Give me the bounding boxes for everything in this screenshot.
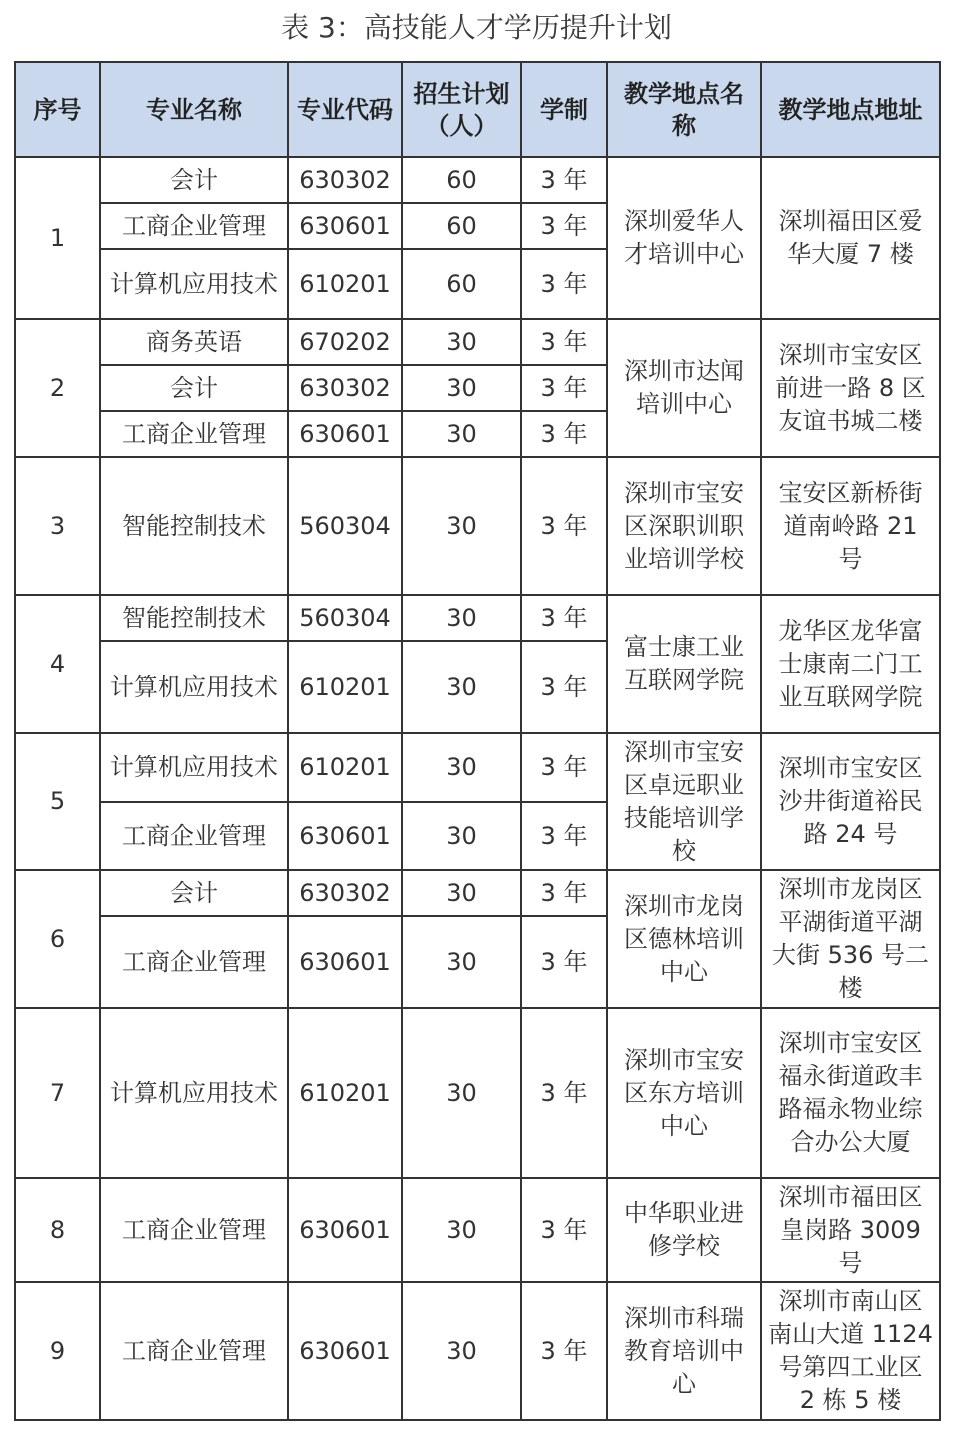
site-name-cell: 深圳市龙岗区德林培训中心 xyxy=(607,870,761,1008)
duration-cell: 3 年 xyxy=(521,203,607,249)
plan-cell: 30 xyxy=(402,365,521,411)
major-cell: 商务英语 xyxy=(100,319,288,365)
major-cell: 计算机应用技术 xyxy=(100,733,288,802)
duration-cell: 3 年 xyxy=(521,457,607,595)
code-cell: 630601 xyxy=(288,802,402,870)
site-addr-cell: 深圳市宝安区前进一路 8 区友谊书城二楼 xyxy=(761,319,940,457)
site-addr-cell: 深圳市福田区皇岗路 3009 号 xyxy=(761,1178,940,1282)
code-cell: 630302 xyxy=(288,870,402,916)
site-addr-cell: 深圳市南山区南山大道 1124 号第四工业区 2 栋 5 楼 xyxy=(761,1282,940,1420)
header-row xyxy=(15,62,940,157)
plan-cell: 60 xyxy=(402,157,521,203)
code-cell: 560304 xyxy=(288,595,402,641)
code-cell: 670202 xyxy=(288,319,402,365)
table-row xyxy=(15,157,940,203)
code-cell: 630601 xyxy=(288,1282,402,1420)
site-name-cell: 深圳市达闻培训中心 xyxy=(607,319,761,457)
seq-cell: 5 xyxy=(15,733,100,870)
header-plan: 招生计划（人） xyxy=(402,62,521,157)
major-cell: 计算机应用技术 xyxy=(100,641,288,733)
header-seq: 序号 xyxy=(15,62,100,157)
plan-cell: 30 xyxy=(402,319,521,365)
code-cell: 560304 xyxy=(288,457,402,595)
plan-cell: 30 xyxy=(402,916,521,1008)
duration-cell: 3 年 xyxy=(521,365,607,411)
code-cell: 630302 xyxy=(288,157,402,203)
major-cell: 工商企业管理 xyxy=(100,916,288,1008)
seq-cell: 9 xyxy=(15,1282,100,1420)
header-code: 专业代码 xyxy=(288,62,402,157)
duration-cell: 3 年 xyxy=(521,249,607,319)
major-cell: 会计 xyxy=(100,870,288,916)
seq-cell: 7 xyxy=(15,1008,100,1178)
header-major: 专业名称 xyxy=(100,62,288,157)
plan-cell: 30 xyxy=(402,457,521,595)
education-plan-table xyxy=(14,61,941,1421)
site-addr-cell: 深圳市龙岗区平湖街道平湖大街 536 号二楼 xyxy=(761,870,940,1008)
seq-cell: 8 xyxy=(15,1178,100,1282)
major-cell: 工商企业管理 xyxy=(100,802,288,870)
duration-cell: 3 年 xyxy=(521,733,607,802)
plan-cell: 30 xyxy=(402,802,521,870)
site-name-cell: 深圳市宝安区深职训职业培训学校 xyxy=(607,457,761,595)
code-cell: 610201 xyxy=(288,733,402,802)
plan-cell: 30 xyxy=(402,595,521,641)
duration-cell: 3 年 xyxy=(521,1282,607,1420)
site-name-cell: 中华职业进修学校 xyxy=(607,1178,761,1282)
duration-cell: 3 年 xyxy=(521,916,607,1008)
site-addr-cell: 宝安区新桥街道南岭路 21 号 xyxy=(761,457,940,595)
plan-cell: 30 xyxy=(402,870,521,916)
duration-cell: 3 年 xyxy=(521,411,607,457)
plan-cell: 60 xyxy=(402,249,521,319)
major-cell: 会计 xyxy=(100,157,288,203)
plan-cell: 30 xyxy=(402,1282,521,1420)
table-row xyxy=(15,1178,940,1282)
site-addr-cell: 龙华区龙华富士康南二门工业互联网学院 xyxy=(761,595,940,733)
plan-cell: 30 xyxy=(402,733,521,802)
plan-cell: 30 xyxy=(402,641,521,733)
plan-cell: 60 xyxy=(402,203,521,249)
code-cell: 610201 xyxy=(288,1008,402,1178)
site-addr-cell: 深圳市宝安区福永街道政丰路福永物业综合办公大厦 xyxy=(761,1008,940,1178)
table-row xyxy=(15,1008,940,1178)
duration-cell: 3 年 xyxy=(521,641,607,733)
major-cell: 智能控制技术 xyxy=(100,457,288,595)
duration-cell: 3 年 xyxy=(521,595,607,641)
table-row xyxy=(15,595,940,641)
code-cell: 630601 xyxy=(288,203,402,249)
site-name-cell: 深圳爱华人才培训中心 xyxy=(607,157,761,319)
major-cell: 工商企业管理 xyxy=(100,1178,288,1282)
duration-cell: 3 年 xyxy=(521,1178,607,1282)
seq-cell: 6 xyxy=(15,870,100,1008)
code-cell: 610201 xyxy=(288,641,402,733)
seq-cell: 4 xyxy=(15,595,100,733)
major-cell: 会计 xyxy=(100,365,288,411)
site-addr-cell: 深圳福田区爱华大厦 7 楼 xyxy=(761,157,940,319)
plan-cell: 30 xyxy=(402,1178,521,1282)
table-title: 表 3：高技能人才学历提升计划 xyxy=(281,11,672,44)
plan-cell: 30 xyxy=(402,1008,521,1178)
site-name-cell: 深圳市宝安区东方培训中心 xyxy=(607,1008,761,1178)
major-cell: 工商企业管理 xyxy=(100,1282,288,1420)
header-site-name: 教学地点名称 xyxy=(607,62,761,157)
header-duration: 学制 xyxy=(521,62,607,157)
seq-cell: 2 xyxy=(15,319,100,457)
header-site-addr: 教学地点地址 xyxy=(761,62,940,157)
site-name-cell: 深圳市宝安区卓远职业技能培训学校 xyxy=(607,733,761,870)
duration-cell: 3 年 xyxy=(521,870,607,916)
major-cell: 工商企业管理 xyxy=(100,411,288,457)
code-cell: 630601 xyxy=(288,916,402,1008)
duration-cell: 3 年 xyxy=(521,319,607,365)
site-name-cell: 富士康工业互联网学院 xyxy=(607,595,761,733)
plan-cell: 30 xyxy=(402,411,521,457)
table-row xyxy=(15,1282,940,1420)
seq-cell: 1 xyxy=(15,157,100,319)
major-cell: 智能控制技术 xyxy=(100,595,288,641)
code-cell: 610201 xyxy=(288,249,402,319)
duration-cell: 3 年 xyxy=(521,157,607,203)
major-cell: 计算机应用技术 xyxy=(100,249,288,319)
code-cell: 630302 xyxy=(288,365,402,411)
site-name-cell: 深圳市科瑞教育培训中心 xyxy=(607,1282,761,1420)
table-row xyxy=(15,319,940,365)
duration-cell: 3 年 xyxy=(521,802,607,870)
table-row xyxy=(15,870,940,916)
table-row xyxy=(15,733,940,802)
code-cell: 630601 xyxy=(288,411,402,457)
duration-cell: 3 年 xyxy=(521,1008,607,1178)
table-row xyxy=(15,457,940,595)
seq-cell: 3 xyxy=(15,457,100,595)
site-addr-cell: 深圳市宝安区沙井街道裕民路 24 号 xyxy=(761,733,940,870)
major-cell: 计算机应用技术 xyxy=(100,1008,288,1178)
code-cell: 630601 xyxy=(288,1178,402,1282)
major-cell: 工商企业管理 xyxy=(100,203,288,249)
